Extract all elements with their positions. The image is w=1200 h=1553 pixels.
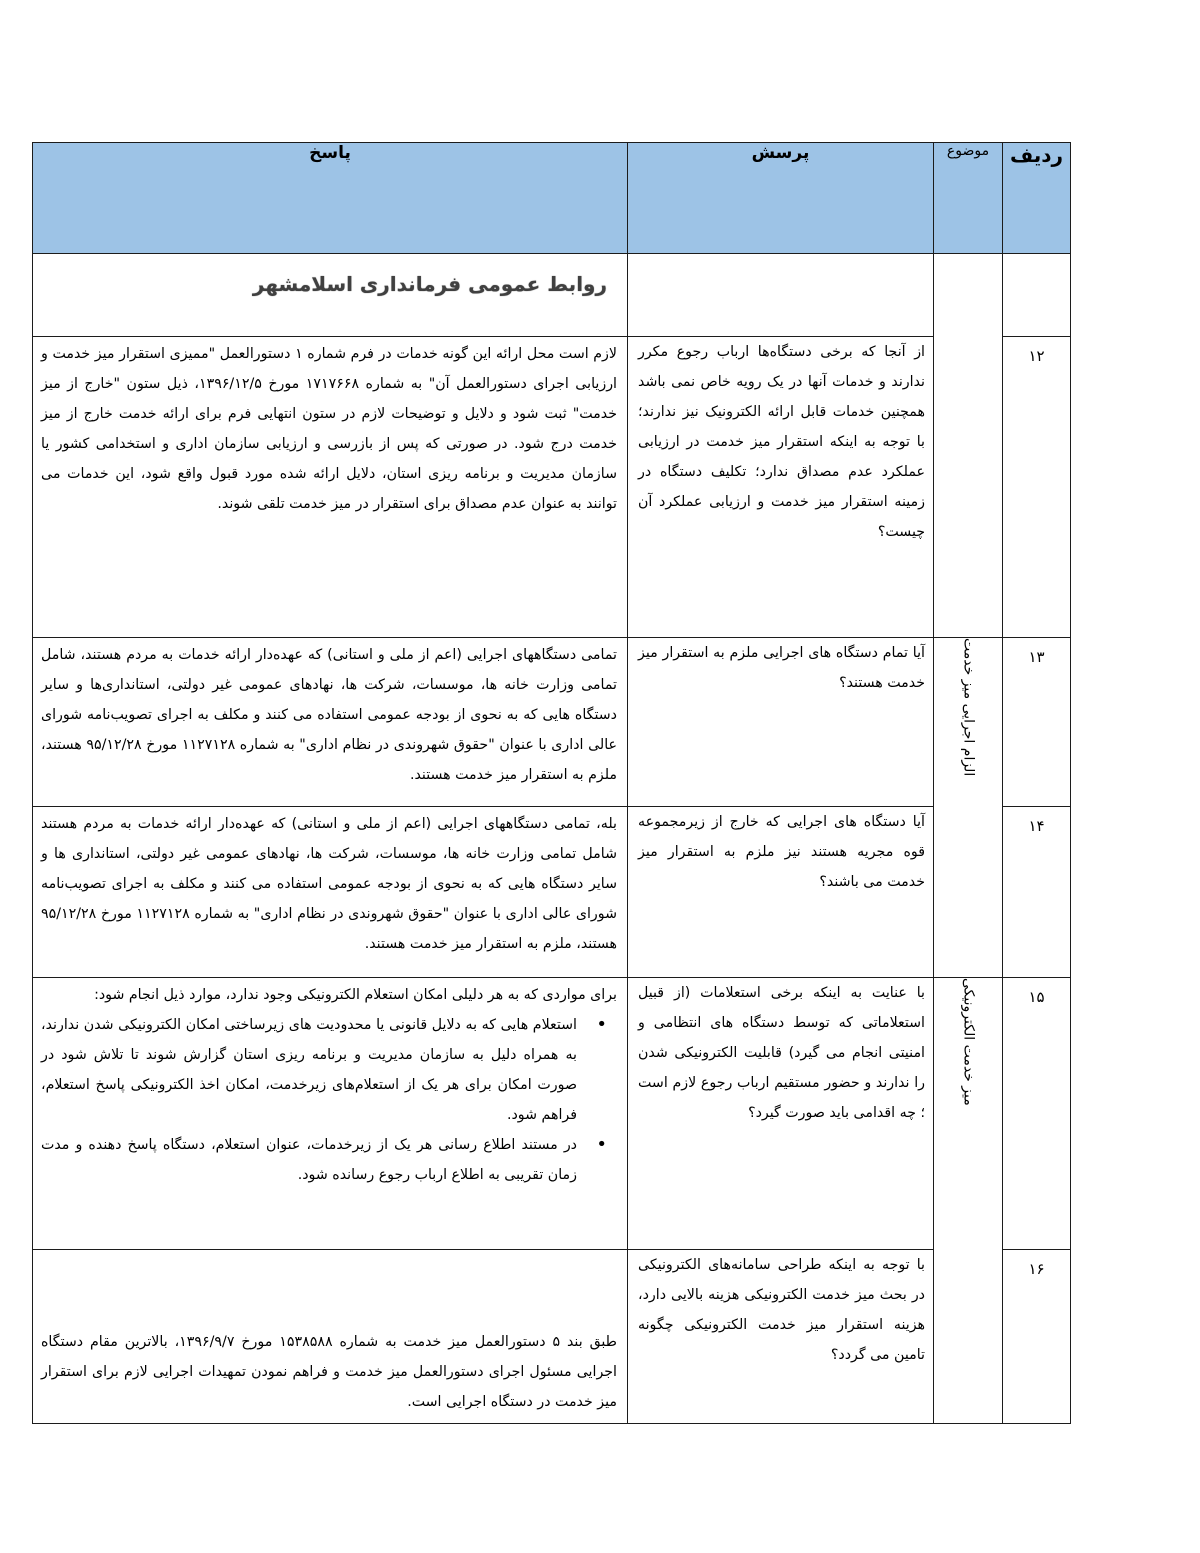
row-number: [1003, 638, 1071, 807]
answer-cell: [33, 1250, 628, 1424]
topic-label: میز خدمت الکترونیکی: [960, 978, 977, 1106]
topic-label: الزام اجرایی میز خدمت: [960, 638, 977, 777]
row-number: [1003, 807, 1071, 978]
question-text: آیا تمام دستگاه های اجرایی ملزم به استقرار میز خدمت هستند؟: [638, 645, 925, 691]
question-cell: [628, 638, 934, 807]
row-number-text: ۱۲: [1028, 347, 1045, 365]
question-text: با توجه به اینکه طراحی سامانه‌های الکترونیکی در بحث میز خدمت الکترونیکی هزینه بالایی دارد، هزینه استقرار میز خدمت الکترونیکی چگونه تامین می گردد؟: [638, 1257, 925, 1363]
question-cell: [628, 337, 934, 638]
answer-cell: [33, 337, 628, 638]
organization-row: [33, 254, 1071, 337]
answer-bullet: • در مستند اطلاع رسانی هر یک از زیرخدمات، عنوان استعلام، دستگاه پاسخ دهنده و مدت زمان تقریبی به اطلاع ارباب رجوع رسانده شود.: [41, 1130, 577, 1190]
question-cell: [628, 1250, 934, 1424]
header-row-number: ردیف: [1003, 143, 1071, 254]
row-number: [1003, 1250, 1071, 1424]
answer-cell: [33, 807, 628, 978]
row-number-text: ۱۳: [1028, 648, 1045, 666]
answer-cell: [33, 638, 628, 807]
table-row: [33, 1250, 1071, 1424]
table-row: [33, 638, 1071, 807]
header-topic: موضوع: [934, 143, 1003, 254]
row-number-text: ۱۴: [1028, 817, 1045, 835]
row-number: [1003, 337, 1071, 638]
question-text: آیا دستگاه های اجرایی که خارج از زیرمجموعه قوه مجریه هستند نیز ملزم به استقرار میز خدمت می باشند؟: [638, 814, 925, 890]
row-number-text: ۱۶: [1028, 1260, 1045, 1278]
table-row: [33, 978, 1071, 1250]
org-row-question-cell: [628, 254, 934, 337]
answer-text: تمامی دستگاههای اجرایی (اعم از ملی و استانی) که عهده‌دار ارائه خدمات به مردم هستند، شامل تمامی وزارت خانه ها، موسسات، شرکت ها، نهادهای عمومی غیر دولتی، استانداری‌ها و سایر دستگاه هایی که به نحوی از بودجه عمومی استفاده می کنند و مکلف به اجرای تصویب‌نامه شورای عالی اداری با عنوان "حقوق شهروندی در نظام اداری" به شماره ۱۱۲۷۱۲۸ مورخ ۹۵/۱۲/۲۸ هستند، ملزم به استقرار میز خدمت هستند.: [41, 647, 618, 783]
answer-text: لازم است محل ارائه این گونه خدمات در فرم شماره ۱ دستورالعمل "ممیزی استقرار میز خدمت و ارزیابی اجرای دستورالعمل آن" به شماره ۱۷۱۷۶۶۸ مورخ ۱۳۹۶/۱۲/۵، ذیل ستون "خارج از میز خدمت" ثبت شود و دلایل و توضیحات لازم در ستون انتهایی فرم برای ارائه خدمت خارج از میز خدمت درج شود. در صورتی که پس از بازرسی و ارزیابی سازمان اداری و استخدامی کشور یا سازمان مدیریت و برنامه ریزی استان، دلایل ارائه شده مورد قبول واقع شود، این خدمات می توانند به عنوان عدم مصداق برای استقرار در میز خدمت تلقی شوند.: [41, 346, 617, 512]
topic-cell-implementation: [934, 638, 1003, 978]
row-number: [1003, 978, 1071, 1250]
topic-cell-empty: [934, 254, 1003, 638]
table-header-row: [33, 143, 1071, 254]
organization-title: روابط عمومی فرمانداری اسلامشهر: [33, 254, 628, 337]
table-row: [33, 337, 1071, 638]
answer-bullet-list: [41, 1010, 617, 1190]
answer-text: طبق بند ۵ دستورالعمل میز خدمت به شماره ۱۵۳۸۵۸۸ مورخ ۱۳۹۶/۹/۷، بالاترین مقام دستگاه اجرایی مسئول اجرای دستورالعمل میز خدمت و فراهم نمودن تمهیدات اجرایی لازم برای استقرار میز خدمت در دستگاه اجرایی است.: [41, 1334, 617, 1410]
answer-intro: برای مواردی که به هر دلیلی امکان استعلام الکترونیکی وجود ندارد، موارد ذیل انجام شود:: [94, 987, 617, 1003]
table-row: [33, 807, 1071, 978]
header-answer: پاسخ: [33, 143, 628, 254]
org-row-number-cell: [1003, 254, 1071, 337]
row-number-text: ۱۵: [1028, 988, 1045, 1006]
question-text: از آنجا که برخی دستگاه‌ها ارباب رجوع مکرر ندارند و خدمات آنها در یک رویه خاص نمی باشد همچنین خدمات قابل ارائه الکترونیک نیز ندارند؛ با توجه به اینکه استقرار میز خدمت در ارزیابی عملکرد عدم مصداق ندارد؛ تکلیف دستگاه در زمینه استقرار میز خدمت و ارزیابی عملکرد آن چیست؟: [638, 344, 925, 540]
question-cell: [628, 807, 934, 978]
header-question: پرسش: [628, 143, 934, 254]
question-text: با عنایت به اینکه برخی استعلامات (از قبیل استعلاماتی که توسط دستگاه های انتظامی و امنیتی انجام می گیرد) قابلیت الکترونیکی شدن را ندارند و حضور مستقیم ارباب رجوع لازم است ؛ چه اقدامی باید صورت گیرد؟: [638, 985, 925, 1121]
answer-text: بله، تمامی دستگاههای اجرایی (اعم از ملی و استانی) که عهده‌دار ارائه خدمات به مردم هستند شامل تمامی وزارت خانه ها، موسسات، شرکت ها، نهادهای عمومی غیر دولتی، استانداری ها و سایر دستگاه هایی که به نحوی از بودجه عمومی استفاده می کنند و مکلف به اجرای تصویب‌نامه شورای عالی اداری با عنوان "حقوق شهروندی در نظام اداری" به شماره ۱۱۲۷۱۲۸ مورخ ۹۵/۱۲/۲۸ هستند، ملزم به استقرار میز خدمت هستند.: [41, 816, 617, 952]
answer-bullet: • استعلام هایی که به دلایل قانونی یا محدودیت های زیرساختی امکان الکترونیکی شدن ندارند، به همراه دلیل به سازمان مدیریت و برنامه ریزی استان گزارش شوند تا تلاش شود در صورت امکان برای هر یک از استعلام‌های زیرخدمت، امکان اخذ الکترونیکی پاسخ استعلام، فراهم شود.: [41, 1010, 577, 1130]
answer-cell: [33, 978, 628, 1250]
faq-table: [32, 142, 1071, 1424]
question-cell: [628, 978, 934, 1250]
topic-cell-electronic: [934, 978, 1003, 1424]
